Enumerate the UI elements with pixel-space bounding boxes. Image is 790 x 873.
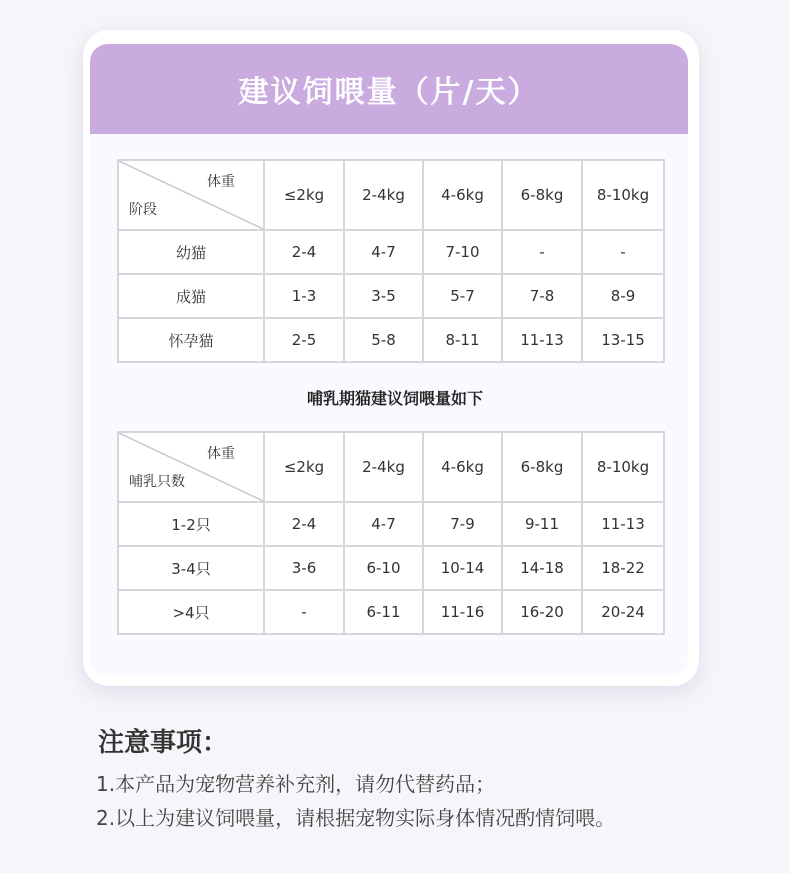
table-cell: 13-15 — [582, 318, 664, 362]
column-header: 6-8kg — [502, 432, 582, 502]
table-cell: 8-11 — [423, 318, 502, 362]
table-cell: 14-18 — [502, 546, 582, 590]
table-row — [118, 590, 664, 634]
column-header: ≤2kg — [264, 160, 344, 230]
table-cell: 7-8 — [502, 274, 582, 318]
table-row — [118, 546, 664, 590]
table-row — [118, 274, 664, 318]
column-header: 6-8kg — [502, 160, 582, 230]
table-cell: 10-14 — [423, 546, 502, 590]
table-cell: 11-16 — [423, 590, 502, 634]
table-cell: 11-13 — [502, 318, 582, 362]
feeding-table-stage — [117, 159, 665, 363]
table-cell: 7-10 — [423, 230, 502, 274]
notes-title: 注意事项： — [98, 728, 229, 758]
table-cell: 5-8 — [344, 318, 423, 362]
table-cell: 2-4 — [264, 230, 344, 274]
table-cell: 5-7 — [423, 274, 502, 318]
table-cell: - — [264, 590, 344, 634]
table-cell: 3-5 — [344, 274, 423, 318]
table-cell: 6-11 — [344, 590, 423, 634]
stage-label: 阶段 — [129, 202, 157, 218]
table-cell: - — [582, 230, 664, 274]
weight-label: 体重 — [207, 174, 235, 190]
column-header: 4-6kg — [423, 160, 502, 230]
row-label: 3-4只 — [118, 546, 264, 590]
table-cell: 20-24 — [582, 590, 664, 634]
column-header: 2-4kg — [344, 432, 423, 502]
column-header: 8-10kg — [582, 160, 664, 230]
table-cell: 2-5 — [264, 318, 344, 362]
row-label: 怀孕猫 — [118, 318, 264, 362]
table-header-row — [118, 432, 664, 502]
note-item: 1.本产品为宠物营养补充剂，请勿代替药品； — [96, 772, 496, 796]
table-cell: 16-20 — [502, 590, 582, 634]
table-cell: 4-7 — [344, 502, 423, 546]
table-row — [118, 230, 664, 274]
row-label: 1-2只 — [118, 502, 264, 546]
litter-count-label: 哺乳只数 — [129, 474, 185, 490]
table-cell: 3-6 — [264, 546, 344, 590]
lactation-subtitle: 哺乳期猫建议饲喂量如下 — [306, 389, 483, 408]
weight-label: 体重 — [207, 446, 235, 462]
column-header: ≤2kg — [264, 432, 344, 502]
table-cell: 7-9 — [423, 502, 502, 546]
column-header: 2-4kg — [344, 160, 423, 230]
table-cell: 1-3 — [264, 274, 344, 318]
note-item: 2.以上为建议饲喂量，请根据宠物实际身体情况酌情饲喂。 — [96, 806, 616, 830]
diagonal-header-cell — [118, 432, 264, 502]
table-cell: 8-9 — [582, 274, 664, 318]
title-band — [90, 44, 688, 134]
table-row — [118, 502, 664, 546]
row-label: 成猫 — [118, 274, 264, 318]
table-cell: 6-10 — [344, 546, 423, 590]
table-row — [118, 318, 664, 362]
table-cell: 18-22 — [582, 546, 664, 590]
diagonal-header-cell — [118, 160, 264, 230]
column-header: 4-6kg — [423, 432, 502, 502]
column-header: 8-10kg — [582, 432, 664, 502]
row-label: >4只 — [118, 590, 264, 634]
table-cell: - — [502, 230, 582, 274]
table-cell: 11-13 — [582, 502, 664, 546]
table-cell: 9-11 — [502, 502, 582, 546]
card-title: 建议饲喂量（片/天） — [238, 75, 540, 110]
table-cell: 4-7 — [344, 230, 423, 274]
row-label: 幼猫 — [118, 230, 264, 274]
table-header-row — [118, 160, 664, 230]
feeding-table-lactation — [117, 431, 665, 635]
table-cell: 2-4 — [264, 502, 344, 546]
